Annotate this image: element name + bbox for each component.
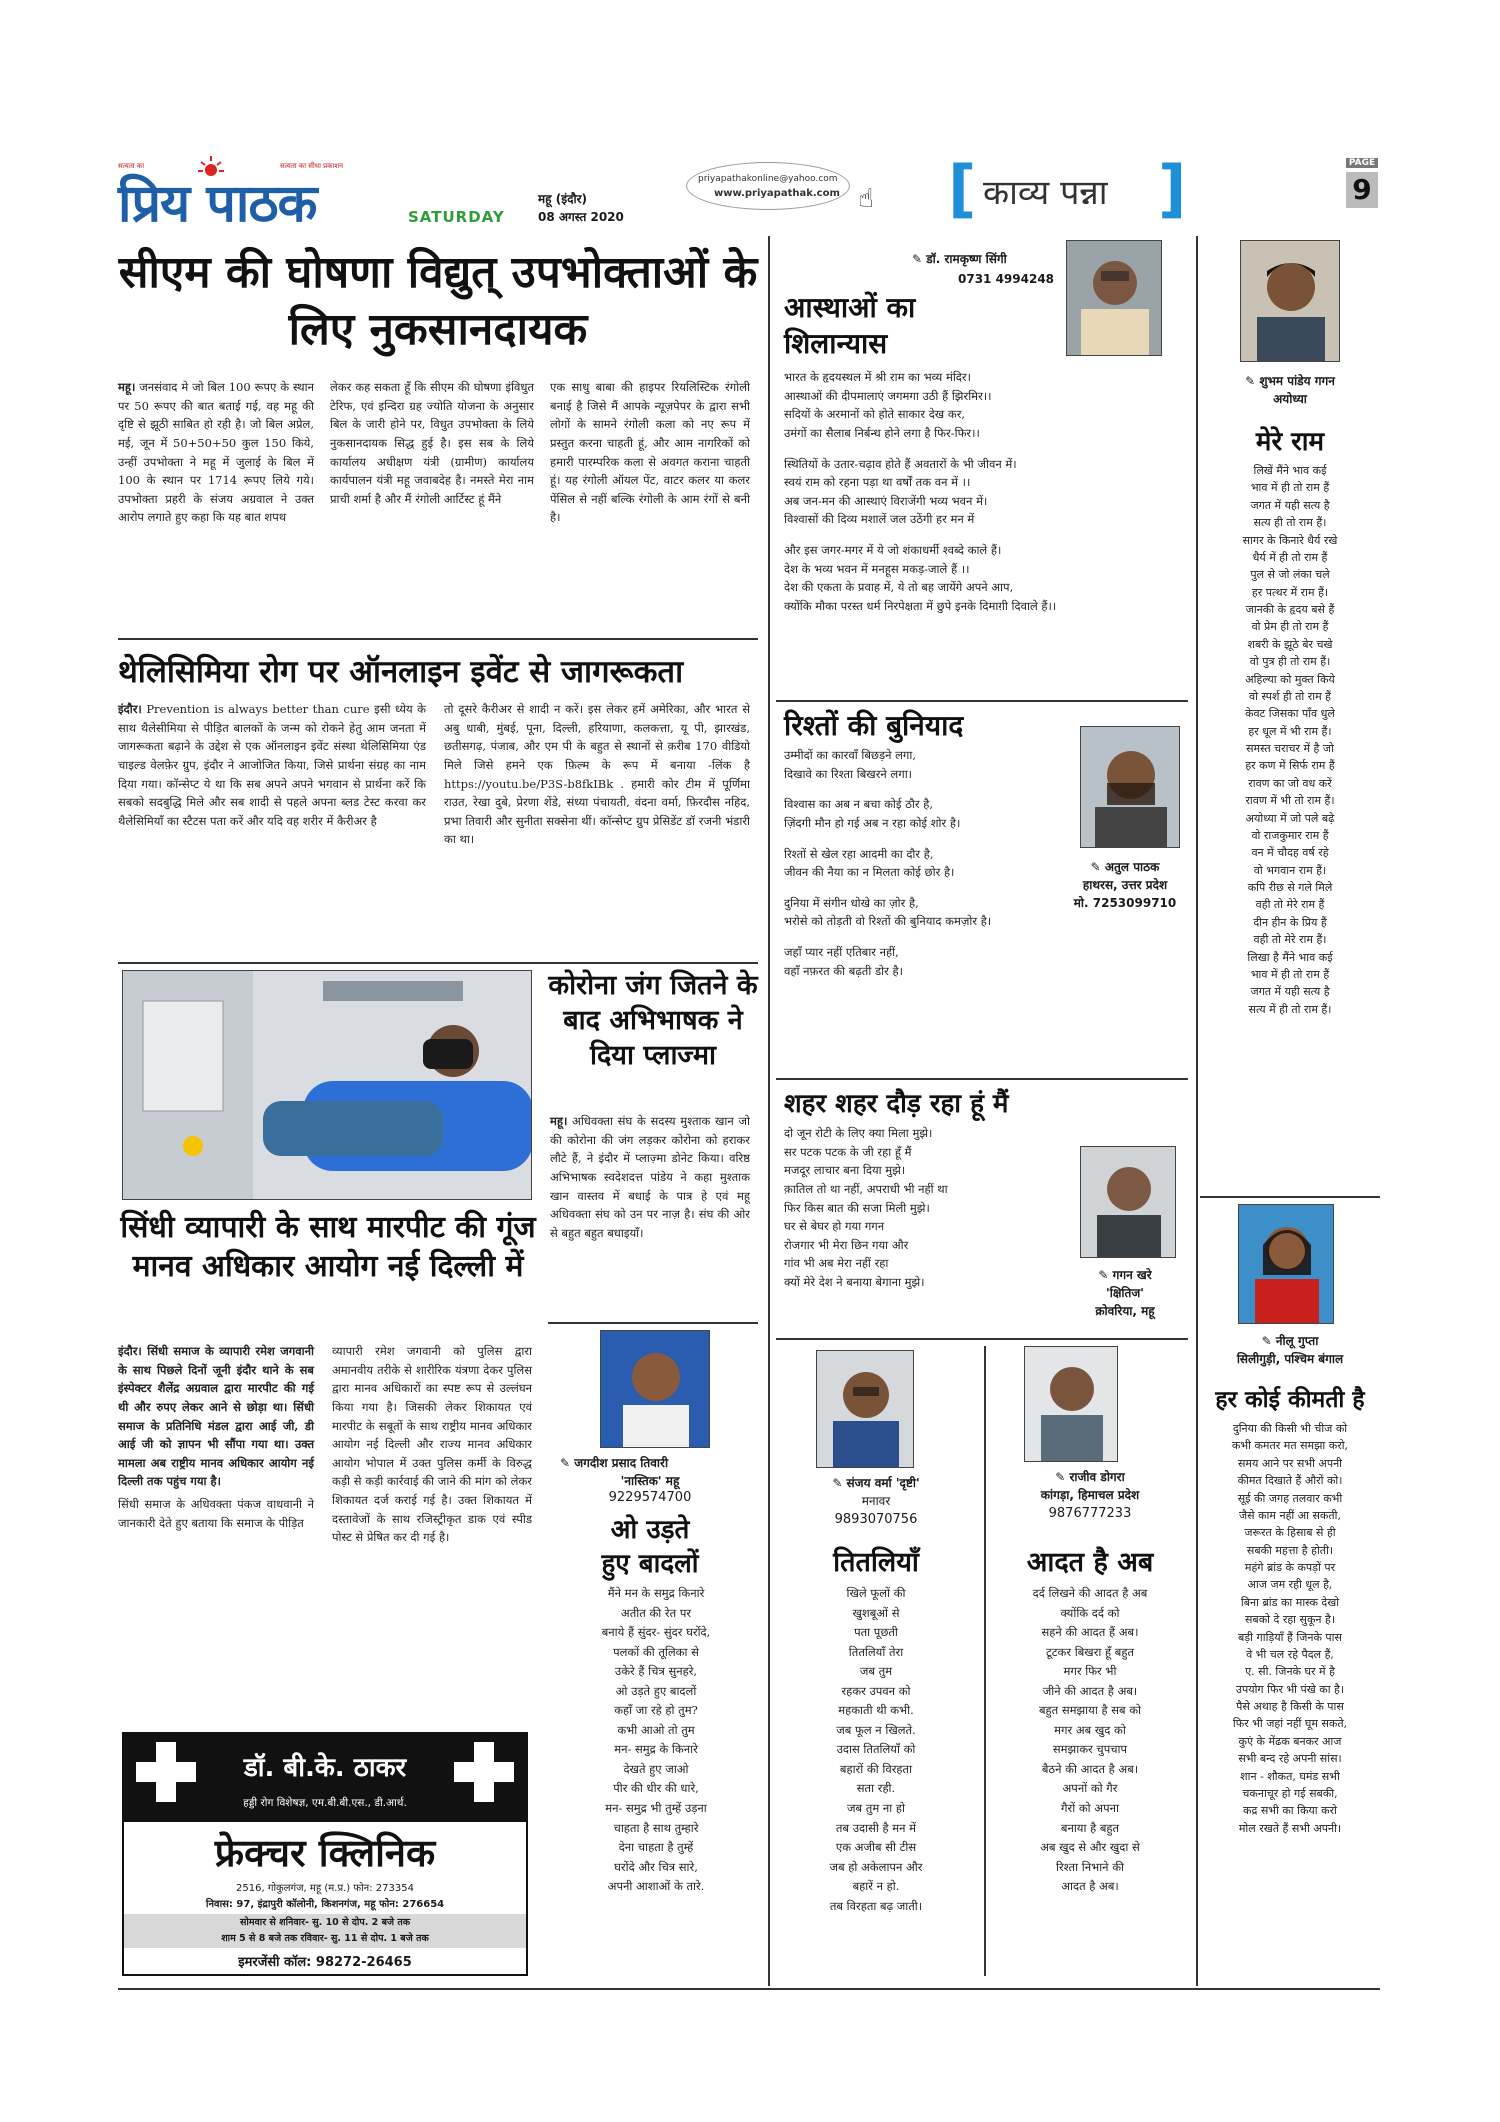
section-title: काव्य पन्ना bbox=[983, 173, 1108, 213]
poem-line: दुनिया में संगीन धोखे का ज़ोर है, bbox=[784, 895, 919, 910]
pen-icon: ✎ bbox=[1098, 1268, 1113, 1282]
poem-line: तब विरहता बढ़ जाती। bbox=[829, 1898, 923, 1913]
story4-headline: सिंधी व्यापारी के साथ मारपीट की गूंज मानव अधिकार आयोग नई दिल्ली में bbox=[120, 1210, 536, 1284]
stanza bbox=[784, 845, 1074, 882]
poem-line: बहारें न हो. bbox=[852, 1879, 900, 1894]
aasthaon-poem bbox=[784, 368, 1188, 628]
poem-line: पता पूछती bbox=[854, 1625, 898, 1640]
poem-line: शबरी के झूठे बेर चखे bbox=[1247, 637, 1333, 651]
rishton-poem bbox=[784, 746, 1074, 992]
aadat-byline bbox=[990, 1468, 1190, 1524]
pen-icon: ✎ bbox=[560, 1456, 575, 1470]
poem-line: खुशबूओं से bbox=[852, 1605, 900, 1620]
poem-line: गांव भी अब मेरा नहीं रहा bbox=[784, 1256, 889, 1271]
poem-line: अयोध्या में जो पले बढ़े bbox=[1245, 811, 1335, 825]
poem-line: उकेरे हैं चित्र सुनहरे, bbox=[614, 1664, 698, 1679]
shahar-author-name: गगन खरे bbox=[1112, 1268, 1152, 1282]
poem-line: अब खुद से और खुदा से bbox=[1040, 1840, 1140, 1855]
poem-line: मन- समुद्र के किनारे bbox=[614, 1742, 698, 1757]
poem-line: उमंगों का सैलाब निर्बन्ध होने लगा है फिर-फिर।। bbox=[784, 425, 980, 440]
poem-line: जहाँ प्यार नहीं एतिबार नहीं, bbox=[784, 945, 899, 959]
story1-col3: एक साधु बाबा की हाइपर रियलिस्टिक रंगोली बनाई है जिसे मैं आपके न्यूज़पेपर के द्वारा सभी लोगों के सामने रंगोली कला को नए रूप में प्रस्तुत करना चाहती हूं, और आम नागरिकों को हमारी पारम्परिक कला से अवगत कराना चाहती हूं। यह रंगोली ऑयल पेंट, वाटर कलर या कलर पेंसिल से नहीं बल्कि रंगोली के आम रंगों से बनी है। bbox=[550, 380, 750, 525]
poem-line: जगत में यही सत्य है bbox=[1250, 498, 1330, 512]
rule-story3 bbox=[548, 1322, 758, 1324]
poem-line: जानकी के हृदय बसे हैं bbox=[1245, 603, 1335, 616]
titliyan-phone: 9893070756 bbox=[834, 1512, 918, 1527]
poem-line: घर से बेघर हो गया गगन bbox=[784, 1219, 885, 1234]
rishton-author-name: अतुल पाठक bbox=[1104, 860, 1160, 874]
aadat-place: कांगड़ा, हिमाचल प्रदेश bbox=[1040, 1488, 1140, 1502]
poem-line: टूटकर बिखरा हूँ बहुत bbox=[1045, 1644, 1135, 1659]
rule-story1 bbox=[118, 638, 758, 640]
ad-clinic: फ्रेक्चर क्लिनिक bbox=[214, 1831, 436, 1875]
ad-residence: निवास: 97, इंद्रापुरी कॉलोनी, किशनगंज, महू फोन: 276654 bbox=[205, 1899, 445, 1910]
story4-col1b: सिंधी समाज के अधिवक्ता पंकज वाधवानी ने जानकारी देते हुए बताया कि समाज के पीड़ित bbox=[118, 1497, 314, 1530]
shahar-title: शहर शहर दौड़ रहा हूं मैं bbox=[784, 1089, 1009, 1119]
poem-line: जीने की आदत है अब। bbox=[1042, 1683, 1138, 1698]
poem-line: क्यों मेरे देश ने बनाया बेगाना मुझे। bbox=[784, 1275, 925, 1289]
poem-line: आस्थाओं की दीपमालाएं जगमगा उठी हैं झिरमिर।। bbox=[784, 388, 992, 403]
logo: प्रिय पाठक bbox=[118, 174, 317, 234]
poem-line: क़ातिल तो था नहीं, अपराधी भी नहीं था bbox=[784, 1181, 948, 1196]
aasthaon-phone: 0731 4994248 bbox=[958, 272, 1055, 286]
poem-line: क्योंकि मौका परस्त धर्म निरपेक्षता में छुपे इनके दिमाग़ी दिवाले हैं।। bbox=[784, 598, 1057, 613]
rule-rishton bbox=[776, 1078, 1188, 1080]
mereram-place: अयोध्या bbox=[1273, 392, 1307, 406]
badlon-title-2: हुए बादलों bbox=[601, 1548, 699, 1579]
stanza bbox=[784, 746, 1074, 783]
titliyan-place: मनावर bbox=[861, 1494, 891, 1508]
rule-bottom bbox=[118, 1988, 1380, 1990]
page-number: 9 bbox=[1346, 172, 1378, 208]
aasthaon-author-name: डॉ. रामकृष्ण सिंगी bbox=[926, 252, 1007, 266]
poem-line: फिर भी जहां नहीं घूम सकते, bbox=[1232, 1717, 1348, 1731]
logo-tag-right: सत्यता का सीधा प्रकाशन bbox=[280, 162, 343, 170]
poem-line: सबको दे रहा सुकून है। bbox=[1244, 1613, 1336, 1627]
poem-line: कहाँ जा रहे हो तुम? bbox=[614, 1703, 698, 1718]
poem-line: जब फूल न खिलते. bbox=[836, 1722, 916, 1737]
poem-line: वो स्पर्श ही तो राम हैं bbox=[1248, 689, 1332, 703]
poem-line: वो राजकुमार राम हैं bbox=[1251, 828, 1329, 842]
badlon-author-name: जगदीश प्रसाद तिवारी bbox=[574, 1456, 669, 1470]
poem-line: केवट जिसका पाँव धुले bbox=[1245, 707, 1335, 721]
poem-line: तब उदासी है मन में bbox=[835, 1820, 917, 1835]
story4-col2: व्यापारी रमेश जगवानी को पुलिस द्वारा अमानवीय तरीके से शारीरिक यंत्रणा देकर पुलिस द्वारा मानव अधिकारों का स्पष्ट रूप से उल्लंघन किया गया है। जिसकी लेकर शिकायत एवं मारपीट के सबूतों के साथ राष्ट्रीय मानव अधिकार आयोग नई दिल्ली और राज्य मानव अधिकार आयोग भोपाल में उक्त पुलिस कर्मी के विरुद्ध कड़ी से कड़ी कार्रवाई की जाने की मांग को लेकर शिकायत दर्ज कराई गई है। उक्त शिकायत में दस्तावेजों के साथ रजिस्ट्रीकृत डाक एवं स्पीड पोस्ट से प्रेषित कर दी गई है। bbox=[332, 1344, 532, 1545]
harkoi-title: हर कोई कीमती है bbox=[1215, 1387, 1365, 1413]
poem-line: जब हो अकेलापन और bbox=[829, 1859, 923, 1874]
poem-line: हर धूल में भी राम हैं। bbox=[1248, 724, 1332, 738]
pen-icon: ✎ bbox=[1055, 1470, 1070, 1484]
poem-line: जरूरत के हिसाब से ही bbox=[1244, 1526, 1336, 1540]
ad-qualification: हड्डी रोग विशेषज्ञ, एम.बी.बी.एस., डी.आर्थ. bbox=[243, 1797, 407, 1809]
aasthaon-title-2: शिलान्यास bbox=[784, 327, 888, 361]
hand-pointer-icon: ☝ bbox=[858, 184, 874, 214]
ad-emergency: इमरजेंसी कॉल: 98272-26465 bbox=[238, 1955, 412, 1970]
city: महू (इंदौर) bbox=[538, 192, 587, 206]
poem-line: घरोंदे और चित्र सारे, bbox=[614, 1859, 698, 1874]
poem-line: बड़ी गाड़ियाँ हैं जिनके पास bbox=[1238, 1630, 1342, 1644]
rishton-place: हाथरस, उत्तर प्रदेश bbox=[1082, 878, 1168, 892]
day-label: SATURDAY bbox=[408, 208, 505, 226]
poem-line: सत्य में ही तो राम हैं। bbox=[1248, 1002, 1332, 1016]
story3-body bbox=[550, 1112, 750, 1242]
stanza bbox=[784, 541, 1188, 616]
story1-col1 bbox=[118, 378, 314, 527]
poem-line: भारत के हृदयस्थल में श्री राम का भव्य मंदिर। bbox=[784, 370, 971, 384]
poem-line: समझाकर चुपचाप bbox=[1052, 1742, 1128, 1757]
poem-line: उदास तितलियाँ को bbox=[836, 1742, 916, 1757]
poem-line: सूई की जगह तलवार कभी bbox=[1237, 1491, 1343, 1505]
poem-line: रहकर उपवन को bbox=[841, 1683, 911, 1698]
poem-line: स्वयं राम को रहना पड़ा था वर्षों तक वन में ।। bbox=[784, 475, 971, 490]
poem-line: खिले फूलों की bbox=[846, 1586, 906, 1600]
author-photo-jagdish bbox=[600, 1330, 710, 1448]
poem-line: मन- समुद्र भी तुम्हें उड़ना bbox=[605, 1801, 707, 1816]
poem-line: बनाया है बहुत bbox=[1060, 1820, 1120, 1835]
story3-dateline: महू। bbox=[550, 1114, 568, 1128]
email: priyapathakonline@yahoo.com bbox=[698, 174, 838, 184]
shahar-place: क्रोवरिया, महू bbox=[1095, 1304, 1155, 1318]
poem-line: सबकी महत्ता है होती। bbox=[1246, 1543, 1334, 1557]
poem-line: भरोसे को तोड़ती वो रिश्तों की बुनियाद कमज़ोर है। bbox=[784, 914, 992, 929]
poem-line: कभी आओ तो तुम bbox=[617, 1722, 695, 1737]
rule-aasthaon bbox=[776, 700, 1188, 702]
poem-line: हर कण में सिर्फ राम हैं bbox=[1245, 759, 1335, 773]
poem-line: कुएं के मेंढक बनकर आज bbox=[1238, 1734, 1342, 1748]
poem-line: क्योंकि दर्द को bbox=[1060, 1605, 1120, 1620]
poem-line: अतीत की रेत पर bbox=[620, 1605, 692, 1620]
poem-line: देखते हुए जाओ bbox=[623, 1761, 689, 1776]
poem-line: मगर अब खुद को bbox=[1054, 1722, 1126, 1737]
poem-line: दर्द लिखने की आदत है अब bbox=[1032, 1586, 1148, 1600]
poem-line: देश के भव्य भवन में मनहूस मकड़-जाले हैं ।। bbox=[784, 561, 970, 576]
titliyan-author bbox=[776, 1474, 976, 1492]
poem-line: सागर के किनारे धैर्य रखे bbox=[1242, 533, 1338, 547]
shahar-author bbox=[1060, 1266, 1190, 1284]
pen-icon: ✎ bbox=[1090, 860, 1105, 874]
poem-line: लिखें मैंने भाव कई bbox=[1253, 464, 1327, 477]
author-photo-ramkrishna bbox=[1066, 240, 1162, 356]
stanza bbox=[784, 943, 1074, 980]
poem-line: वो पुत्र ही तो राम हैं। bbox=[1249, 655, 1331, 669]
story4-dateline: इंदौर। bbox=[118, 1344, 142, 1358]
story1-headline: सीएम की घोषणा विद्युत् उपभोक्ताओं के लिए नुकसानदायक bbox=[118, 247, 758, 356]
poem-line: बैठने की आदत है अब। bbox=[1041, 1761, 1139, 1776]
aasthaon-author bbox=[912, 250, 1007, 267]
poem-line: रोजगार भी मेरा छिन गया और bbox=[784, 1237, 909, 1252]
website: www.priyapathak.com bbox=[714, 188, 840, 199]
badlon-author bbox=[560, 1454, 760, 1471]
poem-line: लिखा है मैंने भाव कई bbox=[1247, 950, 1333, 964]
section-bracket-right: ] bbox=[1158, 152, 1187, 225]
author-photo-atul bbox=[1080, 726, 1180, 848]
story1-dateline: महू। bbox=[118, 380, 136, 394]
poem-line: एक अजीब सी टीस bbox=[835, 1840, 917, 1855]
pen-icon: ✎ bbox=[912, 252, 927, 266]
mereram-title: मेरे राम bbox=[1255, 427, 1325, 457]
poem-line: रावण का जो वध करें bbox=[1248, 776, 1332, 790]
titliyan-byline bbox=[776, 1474, 976, 1530]
poem-line: पैसे अथाह है किसी के पास bbox=[1236, 1700, 1344, 1713]
author-photo-shubham bbox=[1240, 240, 1340, 362]
author-photo-sanjay bbox=[816, 1350, 914, 1468]
poem-line: धैर्य में ही तो राम हैं bbox=[1252, 550, 1328, 564]
poem-line: वही तो मेरे राम हैं bbox=[1255, 898, 1325, 912]
poem-line: समय आने पर सभी अपनी bbox=[1237, 1456, 1343, 1470]
aasthaon-title-1: आस्थाओं का bbox=[784, 291, 916, 324]
poem-line: सभी बन्द रहे अपनी सांस। bbox=[1238, 1752, 1342, 1766]
harkoi-poem bbox=[1200, 1420, 1380, 1849]
poem-line: जगत में यही सत्य है bbox=[1250, 985, 1330, 999]
poem-line: अब जन-मन की आस्थाएं विराजेंगी भव्य भवन में। bbox=[784, 493, 988, 508]
poem-line: विश्वास का अब न बचा कोई ठौर है, bbox=[784, 797, 933, 812]
poem-line: समस्त चराचर में है जो bbox=[1246, 742, 1334, 755]
stanza bbox=[1200, 462, 1380, 1018]
section-bracket-left: [ bbox=[948, 152, 977, 225]
shahar-byline bbox=[1060, 1266, 1190, 1320]
aadat-author bbox=[990, 1468, 1190, 1486]
poem-line: कभी कमतर मत समझा करो, bbox=[1231, 1439, 1349, 1453]
rule-titliyan-aadat bbox=[984, 1346, 986, 1976]
poem-line: अपनों को गैर bbox=[1062, 1781, 1118, 1796]
story1-col2: लेकर कह सकता हूँ कि सीएम की घोषणा इंविधुत टेरिफ, एवं इन्दिरा ग्रह ज्योति योजना के अनुसार बिल के जारी होने पर, विधुत उपभोक्ता के लिये नुकसानदायक सिद्ध हुई है। इस सब के लिये कार्यालय अधीक्षण यंत्री (ग्रामीण) कार्यालय कार्यपालन यंत्री महू जवाबदेह है। नमस्ते मेरा नाम प्राची शर्मा है और मैं रंगोली आर्टिस्ट हूं मैंने bbox=[330, 380, 534, 506]
poem-line: अहिल्या को मुक्त किये bbox=[1245, 672, 1335, 686]
poem-line: कपि रीछ से गले मिले bbox=[1247, 881, 1333, 894]
page-label: PAGE bbox=[1346, 158, 1378, 168]
story2-dateline: इंदौर। bbox=[118, 702, 142, 716]
rishton-phone: मो. 7253099710 bbox=[1073, 896, 1177, 910]
poem-line: जैसे काम नहीं आ सकती, bbox=[1239, 1508, 1341, 1522]
poem-line: देना चाहता है तुम्हें bbox=[618, 1840, 694, 1855]
aadat-title: आदत है अब bbox=[1026, 1547, 1154, 1578]
rule-mereram bbox=[1200, 1196, 1380, 1198]
badlon-poem bbox=[556, 1584, 756, 1909]
poem-line: बिना ब्रांड का मास्क देखो bbox=[1240, 1595, 1340, 1609]
badlon-pen-name: 'नास्तिक' महू bbox=[620, 1474, 680, 1488]
harkoi-byline bbox=[1200, 1332, 1380, 1368]
author-photo-rajiv bbox=[1024, 1346, 1118, 1462]
aadat-phone: 9876777233 bbox=[1048, 1506, 1132, 1521]
poem-line: सदियों के अरमानों को होते साकार देख कर, bbox=[784, 407, 966, 422]
poem-line: महकाती थी कभी. bbox=[838, 1703, 914, 1718]
shahar-poem bbox=[784, 1124, 1074, 1304]
stanza bbox=[776, 1584, 976, 1916]
rule-shahar bbox=[776, 1338, 1188, 1340]
poem-line: सहने की आदत हैं अब। bbox=[1041, 1625, 1139, 1640]
badlon-phone: 9229574700 bbox=[608, 1490, 692, 1505]
badlon-title-1: ओ उड़ते bbox=[610, 1515, 690, 1545]
ad-timing2: शाम 5 से 8 बजे तक रविवार- सु. 11 से दोप. 1 बजे तक bbox=[221, 1933, 429, 1944]
badlon-title bbox=[560, 1514, 740, 1582]
poem-line: बनाये हैं सुंदर- सुंदर घरोंदे, bbox=[601, 1625, 711, 1640]
ad-timing-box bbox=[124, 1914, 526, 1948]
rule-right-main bbox=[1196, 236, 1198, 1986]
poem-line: हर पत्थर में राम हैं। bbox=[1251, 585, 1329, 599]
author-photo-gagan bbox=[1080, 1146, 1176, 1258]
mereram-poem bbox=[1200, 462, 1380, 1030]
aadat-author-name: राजीव डोगरा bbox=[1069, 1470, 1125, 1484]
poem-line: जब तुम bbox=[859, 1664, 893, 1679]
poem-line: गैरों को अपना bbox=[1061, 1801, 1119, 1816]
poem-line: मोल रखते हैं सभी अपनी। bbox=[1238, 1821, 1342, 1835]
poem-line: पीर की धीर की धारे, bbox=[613, 1781, 699, 1796]
stanza bbox=[784, 1124, 1074, 1292]
poem-line: ज़िंदगी मौन हो गई अब न रहा कोई शोर है। bbox=[784, 815, 961, 830]
contact-oval bbox=[686, 162, 850, 210]
story2-col1-text: Prevention is always better than cure इसी ध्येय के साथ थैलेसीमिया से पीड़ित बालकों के जन्म को रोकने हेतु आम जनता में जागरूकता बढ़ाने के उद्देश से एक ऑनलाइन इवेंट संस्था थेलिसिमिया एंड चाइल्ड वेलफ़ेर ग्रुप, इंदौर ने आजोजित किया, जिसे प्रार्थना संग्रह का नाम दिया गया। कॉन्सेप्ट ये था कि सब अपने अपने भगवान से प्रार्थना करें कि सबको सदबुद्धि मिले और सब शादी से पहले अपना ब्लड टेस्ट करवा कर थैलेसिमियाँ का स्टैटस पता करें और यदि वह शरीर में कैरीअर है bbox=[118, 702, 427, 828]
poem-line: भाव में ही तो राम हैं bbox=[1250, 967, 1330, 981]
poem-line: विश्वासों की दिव्य मशालें जल उठेंगी हर मन में bbox=[784, 512, 975, 527]
pen-icon: ✎ bbox=[832, 1476, 847, 1490]
rishton-title: रिश्तों की बुनियाद bbox=[784, 709, 964, 742]
stanza bbox=[784, 894, 1074, 931]
harkoi-author bbox=[1200, 1332, 1380, 1350]
author-photo-neelu bbox=[1238, 1204, 1334, 1324]
stanza bbox=[784, 455, 1188, 530]
story3-headline: कोरोना जंग जितने के बाद अभिभाषक ने दिया प्लाज्मा bbox=[548, 970, 758, 1072]
poem-line: सर पटक पटक के जी रहा हूँ मैं bbox=[784, 1144, 912, 1159]
titliyan-title: तितलियाँ bbox=[833, 1547, 919, 1578]
poem-line: महंगे ब्रांड के कपड़ों पर bbox=[1244, 1561, 1336, 1574]
poem-line: वो प्रेम ही तो राम हैं bbox=[1251, 620, 1329, 634]
stanza bbox=[784, 795, 1074, 832]
poem-line: सता रही. bbox=[856, 1781, 896, 1796]
poem-line: देश की एकता के प्रवाह में, ये तो बह जायेंगे अपने आप, bbox=[784, 580, 1014, 595]
poem-line: और इस जगर-मगर में ये जो शंकाधर्मी श्वब्दे काले हैं। bbox=[784, 543, 1002, 557]
poem-line: मजदूर लाचार बना दिया मुझे। bbox=[784, 1163, 906, 1178]
mereram-byline bbox=[1200, 372, 1380, 408]
logo-tag-left: सत्यता का bbox=[118, 162, 145, 170]
poem-line: दुनिया की किसी भी चीज को bbox=[1232, 1422, 1348, 1435]
poem-line: उपयोग फिर भी पंखे का है। bbox=[1235, 1682, 1345, 1696]
harkoi-place: सिलीगुड़ी, पश्चिम बंगाल bbox=[1236, 1352, 1344, 1366]
poem-line: बहुत समझाया है सब को bbox=[1038, 1703, 1142, 1718]
poem-line: रावण में भी तो राम हैं। bbox=[1245, 794, 1335, 808]
cross-icon-right bbox=[454, 1742, 514, 1802]
poem-line: अपनी आशाओं के तारे. bbox=[607, 1879, 705, 1894]
clinic-ad bbox=[122, 1732, 528, 1976]
masthead bbox=[118, 152, 1378, 234]
story2-col1 bbox=[118, 700, 426, 830]
poem-line: ओ उड़ते हुए बादलों bbox=[615, 1683, 697, 1698]
story3-body-text: अधिवक्ता संघ के सदस्य मुश्ताक खान जो की कोरोना की जंग लड़कर कोरोना को हराकर लौटे हैं, ने इंदौर में प्लाज़्मा डोनेट किया। वरिष्ठ अभिभाषक स्वदेशदत्त पांडेय ने कहा मुश्ताक खान वास्तव में बधाई के पात्र हे एवं महू अधिवक्ता संघ को उन पर नाज़ है। संघ की ओर से बहुत बहुत बधाइयाँ। bbox=[550, 1114, 750, 1240]
shahar-pen-name: 'क्षितिज' bbox=[1106, 1286, 1144, 1300]
rishton-author bbox=[1060, 858, 1190, 876]
poem-line: रिश्ता निभाने की bbox=[1055, 1859, 1125, 1874]
pen-icon: ✎ bbox=[1245, 374, 1260, 388]
mereram-author bbox=[1200, 372, 1380, 390]
titliyan-author-name: संजय वर्मा 'दृष्टी' bbox=[846, 1476, 920, 1490]
aadat-poem bbox=[990, 1584, 1190, 1909]
poem-line: चकनाचूर हो गई सबकी, bbox=[1242, 1786, 1338, 1800]
story4-col1-lead bbox=[118, 1342, 314, 1491]
poem-line: वन में चौदह वर्ष रहे bbox=[1251, 846, 1329, 860]
poem-line: पुल से जो लंका चले bbox=[1250, 568, 1330, 582]
poem-line: चाहता है साथ तुम्हारे bbox=[613, 1820, 699, 1835]
poem-line: भाव में ही तो राम हैं bbox=[1250, 481, 1330, 495]
poem-line: मगर फिर भी bbox=[1063, 1664, 1117, 1679]
ad-timing1: सोमवार से शनिवार- सु. 10 से दोप. 2 बजे तक bbox=[239, 1917, 411, 1928]
poem-line: कीमत दिखाते हैं औरों को। bbox=[1237, 1474, 1343, 1488]
story2-col2: तो दूसरे कैरीअर से शादी न करें। इस लेकर हमें अमेरिका, और भारत से अबु धाबी, मुंबई, पूना, दिल्ली, हरियाणा, कलकत्ता, यू पी, झारखंड, छतीसगढ़, पंजाब, और एम पी के बहुत से स्थानों से क़रीब 170 वीडियो मिले जिसे हमने एक फ़िल्म के रूप में बनाया -लिंक है https://youtu.be/P3S-b8fkIBk . हमारी कोर टीम में पूर्णिमा राउत, रेखा दुबे, प्रेरणा शेंडे, संध्या पंचायती, वंदना वर्मा, फ़िरदौस नहिद, प्रभा तिवारी और सुनीता सक्सेना थीं। कॉन्सेप्ट ग्रुप प्रेसिडेंट डॉ रजनी भंडारी का था। bbox=[444, 702, 750, 847]
poem-line: स्थितियों के उतार-चढ़ाव होते हैं अवतारों के भी जीवन में। bbox=[784, 456, 1017, 471]
poem-line: जब तुम ना हो bbox=[847, 1801, 905, 1816]
story4-col1 bbox=[118, 1342, 314, 1532]
poem-line: वहाँ नफ़रत की बढ़ती डोर है। bbox=[784, 963, 903, 978]
poem-line: पलकों की तूलिका से bbox=[613, 1644, 699, 1659]
poem-line: वे भी चल रहे पैदल हैं, bbox=[1246, 1647, 1334, 1661]
poem-line: बहारों की विरहता bbox=[839, 1761, 913, 1776]
plasma-donation-photo bbox=[122, 970, 532, 1200]
ad-address: 2516, गोकुलगंज, महू (म.प्र.) फोन: 273354 bbox=[236, 1883, 414, 1894]
titliyan-poem bbox=[776, 1584, 976, 1928]
story4-col1-text: सिंधी समाज के व्यापारी रमेश जगवानी के साथ पिछले दिनों जूनी इंदौर थाने के सब इंस्पेक्टर शैलेंद्र अग्रवाल द्वारा मारपीट की गई थी और रुपए लेकर आने से छोड़ा था। सिंधी समाज के प्रतिनिधि मंडल द्वारा आई जी, डी आई जी को ज्ञापन भी सौंपा गया था। उक्त मामला अब राष्ट्रीय मानव अधिकार आयोग नई दिल्ली तक पहुंच गया है। bbox=[118, 1344, 314, 1489]
poem-line: ए. सी. जिनके घर में है bbox=[1245, 1665, 1335, 1679]
poem-line: आदत है अब। bbox=[1061, 1879, 1119, 1894]
poem-line: वो भगवान राम हैं। bbox=[1253, 863, 1327, 877]
poem-line: फिर किस बात की सजा मिली मुझे। bbox=[784, 1200, 930, 1215]
story2-headline: थेलिसिमिया रोग पर ऑनलाइन इवेंट से जागरूकता bbox=[118, 654, 684, 690]
poem-line: सत्य ही तो राम हैं। bbox=[1253, 516, 1327, 530]
stanza bbox=[784, 368, 1188, 443]
stanza bbox=[990, 1584, 1190, 1897]
poem-line: कद्र सभी का किया करो bbox=[1243, 1804, 1337, 1818]
rishton-byline bbox=[1060, 858, 1190, 912]
mereram-author-name: शुभम पांडेय गगन bbox=[1259, 374, 1335, 388]
poem-line: तितलियाँ तेरा bbox=[848, 1644, 904, 1659]
ad-doctor: डॉ. बी.के. ठाकर bbox=[243, 1753, 407, 1783]
poem-line: रिश्तों से खेल रहा आदमी का दौर है, bbox=[784, 846, 934, 861]
date: 08 अगस्त 2020 bbox=[538, 210, 624, 224]
poem-line: आज जम रही धूल है, bbox=[1247, 1578, 1333, 1592]
poem-line: उम्मीदों का कारवाँ बिछड़ने लगा, bbox=[784, 748, 917, 762]
poem-line: वही तो मेरे राम हैं। bbox=[1253, 933, 1327, 947]
cross-icon-left bbox=[136, 1742, 196, 1802]
poem-line: शान - शौकत, घमंड सभी bbox=[1240, 1769, 1340, 1783]
poem-line: जीवन की नैया का न मिलता कोई छोर है। bbox=[784, 865, 955, 880]
rule-left-main bbox=[768, 236, 770, 1986]
poem-line: दीन हीन के प्रिय हैं bbox=[1253, 915, 1327, 929]
poem-line: दिखावे का रिश्ता बिखरने लगा। bbox=[784, 766, 913, 781]
aasthaon-title bbox=[784, 290, 915, 363]
harkoi-author-name: नीलू गुप्ता bbox=[1275, 1334, 1319, 1348]
pen-icon: ✎ bbox=[1261, 1334, 1276, 1348]
poem-line: मैंने मन के समुद्र किनारे bbox=[607, 1586, 705, 1600]
poem-line: दो जून रोटी के लिए क्या मिला मुझे। bbox=[784, 1126, 933, 1140]
stanza bbox=[1200, 1420, 1380, 1837]
story1-col1-text: जनसंवाद मे जो बिल 100 रूपए के स्थान पर 50 रूपए की बात बताई गई, वह महू की दृष्टि से झूठी साबित हो रही है। जो बिल अप्रेल, मई, जून में 50+50+50 कुल 150 किये, उन्हीं उपभोक्ता ने महू में जुलाई के बिल में 100 के स्थान पर 1714 रूपए लिये गये। उपभोक्ता प्रहरी के संजय अग्रवाल ने उक्त आरोप लगाते हुए कहा कि यह बात शपथ bbox=[118, 380, 314, 525]
rule-story2 bbox=[118, 962, 758, 964]
stanza bbox=[556, 1584, 756, 1897]
